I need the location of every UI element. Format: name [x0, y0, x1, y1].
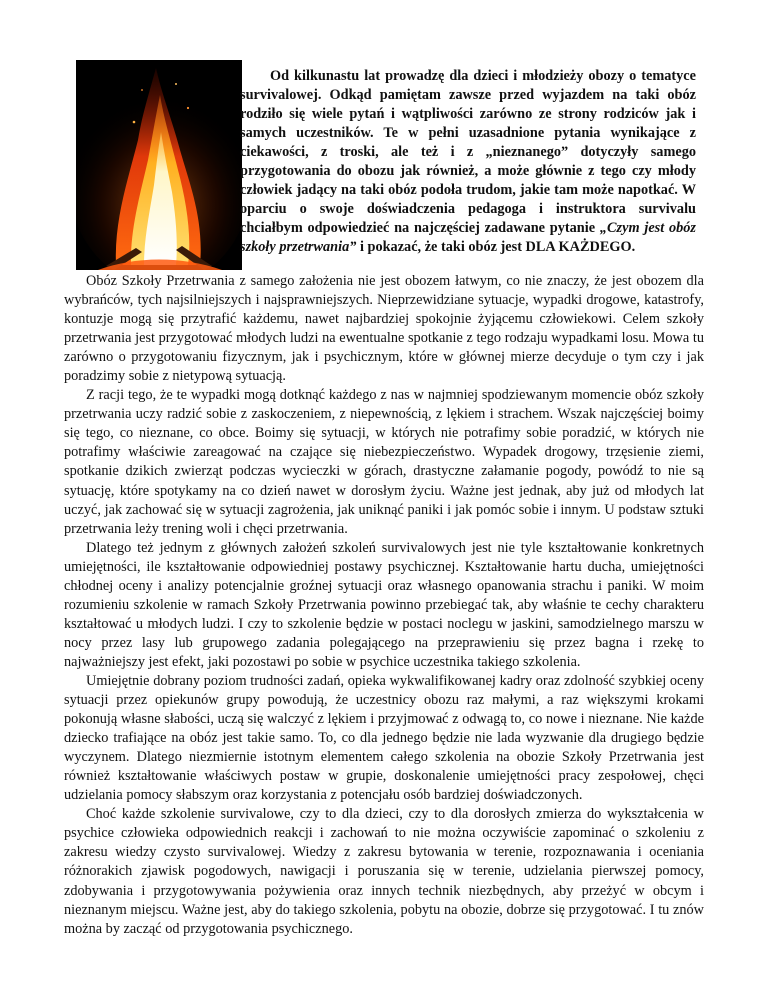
intro-quote: „Czym jest obóz szkoły przetrwania” — [240, 220, 696, 256]
body-paragraph-1: Obóz Szkoły Przetrwania z samego założenia nie jest obozem łatwym, co nie znaczy, że jest obozem dla wybrańców, tych najsilniejszych i najsprawniejszych. Nieprzewidziane sytuacje, wypadki drogowe, katastrofy, kontuzje mogą się przytrafić każdemu, nawet najbardziej spokojnie żyjącemu człowiekowi. Celem szkoły przetrwania jest przygotować młodych ludzi na ewentualne spotkanie z tego rodzaju wypadkami losu. Mowa tu zarówno o przygotowaniu fizycznym, jak i psychicznym, które w głównej mierze decyduje o tym czy i jak poradzimy sobie z nietypową sytuacją. — [64, 273, 704, 385]
body-paragraph-3: Dlatego też jednym z głównych założeń szkoleń survivalowych jest nie tyle kształtowanie konkretnych umiejętności, ile kształtowanie odpowiedniej postawy psychicznej. Kształtowanie hartu ducha, umiejętności chłodnej oceny i analizy potencjalnie groźnej sytuacji oraz własnego opanowania strachu i paniki. W moim rozumieniu szkolenie w ramach Szkoły Przetrwania powinno przebiegać tak, aby właśnie te cechy charakteru kształtować u młodych ludzi. I czy to szkolenie będzie w postaci noclegu w jaskini, samodzielnego marszu w nocy przez lasy lub grupowego zadania polegającego na przeprawieniu się przez bagna i rzekę to najważniejszy jest efekt, jaki pozostawi po sobie w psychice uczestnika takiego szkolenia. — [64, 539, 704, 670]
intro-text-part2: i pokazać, że taki obóz jest DLA KAŻDEGO. — [356, 239, 636, 256]
document-page — [64, 60, 704, 939]
campfire-icon — [76, 60, 242, 270]
intro-text-part1: Od kilkunastu lat prowadzę dla dzieci i młodzieży obozy o tematyce survivalowej. Odkąd pamiętam zawsze przed wyjazdem na taki obóz rodziło się wiele pytań i wątpliwości zarówno ze strony rodziców jak i samych uczestników. Te w pełni uzasadnione pytania wynikające z ciekawości, z troski, ale też i z „nieznanego” dotyczyły samego przygotowania do obozu jak również, a może głównie z tego czy młody człowiek jadący na taki obóz podoła trudom, jakie tam może napotkać. W oparciu o swoje doświadczenia pedagoga i instruktora survivalu chciałbym odpowiedzieć na najczęściej zadawane pytanie — [240, 68, 696, 237]
body-paragraph-5: Choć każde szkolenie survivalowe, czy to dla dzieci, czy to dla dorosłych zmierza do wykształcenia w psychice człowieka odpowiednich reakcji i zachowań to nie można oczywiście zapominać o szkoleniu z zakresu wiedzy czysto survivalowej. Wiedzy z zakresu bytowania w terenie, rozpoznawania i oceniania różnorakich zjawisk pogodowych, nawigacji i poruszania się w terenie, udzielania pierwszej pomocy, zdobywania i przygotowywania pożywienia oraz innych technik niezbędnych, aby przeżyć w obcym i nieznanym miejscu. Ważne jest, aby do takiego szkolenia, pobytu na obozie, dobrze się przygotować. I tu znów można by zacząć od przygotowania psychicznego. — [64, 806, 704, 937]
campfire-photo — [76, 60, 242, 270]
body-paragraph-4: Umiejętnie dobrany poziom trudności zadań, opieka wykwalifikowanej kadry oraz zdolność szybkiej oceny sytuacji przez opiekunów grupy powodują, że uczestnicy obozu raz małymi, a raz większymi krokami pokonują własne słabości, uczą się walczyć z lękiem i przyjmować z odwagą to, co nowe i nieznane. Nie każde dziecko trafiające na obóz jest takie samo. To, co dla jednego będzie nie lada wyzwanie dla drugiego będzie wyczynem. Dlatego niezmiernie istotnym elementem całego szkolenia na obozie Szkoły Przetrwania jest również kształtowanie właściwych postaw w grupie, doskonalenie umiejętności pracy zespołowej, chęci udzielania pomocy słabszym oraz korzystania z potencjału osób bardziej doświadczonych. — [64, 672, 704, 804]
body-paragraph-2: Z racji tego, że te wypadki mogą dotknąć każdego z nas w najmniej spodziewanym momencie obóz szkoły przetrwania uczy radzić sobie z zaskoczeniem, z niepewnością, z lękiem i strachem. Wszak najczęściej boimy się tego, co nieznane, co obce. Boimy się sytuacji, w których nie potrafimy sobie poradzić, w których nie potrafimy właściwie zareagować na czające się niebezpieczeństwo. Wypadek drogowy, trzęsienie ziemi, spotkanie dzikich zwierząt podczas wycieczki w górach, drastyczne załamanie pogody, powódź to nie są sytuację, które spotykamy na co dzień nawet w dorosłym życiu. Ważne jest jednak, aby już od młodych lat uczyć, jak zachować się w sytuacji zagrożenia, jak uniknąć paniki i jak pomóc sobie i innym. U podstaw sztuki przetrwania leży trening woli i chęci przetrwania. — [64, 387, 704, 537]
intro-paragraph — [240, 67, 696, 257]
intro-section — [64, 60, 704, 272]
